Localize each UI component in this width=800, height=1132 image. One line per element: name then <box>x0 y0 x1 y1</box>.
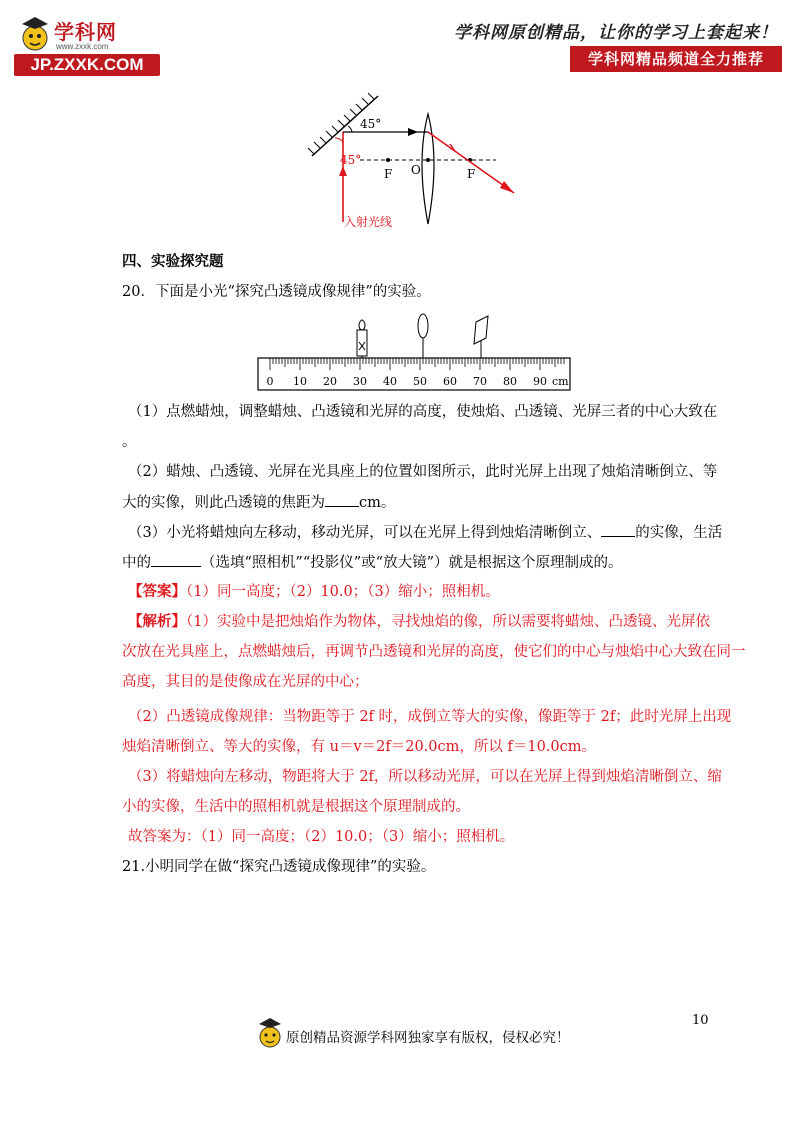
light-screen <box>474 316 488 358</box>
header-slogan: 学科网原创精品，让你的学习上套起来！ <box>454 23 778 43</box>
analysis-tag: 【解析】 <box>128 614 186 630</box>
analysis-line-7: 小的实像，生活中的照相机就是根据这个原理制成的。 <box>122 799 470 815</box>
question-21-stem: 21.小明同学在做“探究凸透镜成像现律”的实验。 <box>122 859 436 875</box>
footer-copyright: 原创精品资源学科网独家享有版权，侵权必究！ <box>286 1030 570 1046</box>
section-title: 四、实验探究题 <box>122 254 224 270</box>
page-number: 10 <box>692 1013 709 1028</box>
analysis-line-4: （2）凸透镜成像规律：当物距等于 2f 时，成倒立等大的实像，像距等于 2f；此时光屏上出现 <box>128 709 732 725</box>
answer-line <box>128 582 500 602</box>
answer-blank-device[interactable] <box>151 552 201 567</box>
channel-banner[interactable]: 学科网精品频道全力推荐 <box>570 46 782 72</box>
reflection-lens-diagram <box>300 90 530 230</box>
refracted-ray <box>428 132 514 193</box>
analysis-text-1: （1）实验中是把烛焰作为物体，寻找烛焰的像，所以需要将蜡烛、凸透镜、光屏依 <box>186 614 710 630</box>
angle-label-top: 45° <box>360 117 382 131</box>
ruler-tick-label: 60 <box>443 375 457 388</box>
answer-blank-focal-length[interactable] <box>325 492 359 507</box>
candle-icon <box>357 320 367 358</box>
mascot-icon <box>18 14 52 52</box>
optical-center-label: O <box>411 163 421 177</box>
analysis-line-5: 烛焰清晰倒立、等大的实像，有 u＝v＝2f＝20.0cm，所以 f＝10.0cm。 <box>122 739 597 755</box>
lens-on-bench <box>418 314 428 358</box>
q20-part2-text-a: 大的实像，则此凸透镜的焦距为 <box>122 495 325 511</box>
final-answer-line: 故答案为：（1）同一高度；（2）10.0；（3）缩小；照相机。 <box>128 829 515 845</box>
incident-ray-label: 入射光线 <box>344 215 393 229</box>
ruler-tick-label: 50 <box>413 375 427 388</box>
ruler-tick-label: 90 <box>533 375 547 388</box>
question-20-stem: 20．下面是小光“探究凸透镜成像规律”的实验。 <box>122 284 431 300</box>
q20-part3-text-a: （3）小光将蜡烛向左移动，移动光屏，可以在光屏上得到烛焰清晰倒立、 <box>128 525 602 541</box>
focus-right-label: F <box>467 167 476 181</box>
logo-text: 学科网 <box>54 20 117 44</box>
q20-part1-line2: 。 <box>122 434 137 450</box>
q20-part2-line1: （2）蜡烛、凸透镜、光屏在光具座上的位置如图所示，此时光屏上出现了烛焰清晰倒立、等 <box>128 464 718 480</box>
analysis-line-1 <box>128 612 710 632</box>
answer-tag: 【答案】 <box>128 584 186 600</box>
logo-subtext: www.zxxk.com <box>56 42 109 51</box>
analysis-line-3: 高度，其目的是使像成在光屏的中心； <box>122 674 369 690</box>
ruler-tick-label: 80 <box>503 375 517 388</box>
focus-left-label: F <box>384 167 393 181</box>
ruler-tick-label: 40 <box>383 375 397 388</box>
answer-text: （1）同一高度；（2）10.0；（3）缩小；照相机。 <box>186 584 500 600</box>
q20-part3-text-b: 的实像，生活 <box>635 525 723 541</box>
q20-part2-line2 <box>122 492 395 513</box>
q20-part3-line1 <box>128 522 722 543</box>
q20-part1-line1: （1）点燃蜡烛，调整蜡烛、凸透镜和光屏的高度，使烛焰、凸透镜、光屏三者的中心大致在 <box>128 404 718 420</box>
footer-mascot-icon <box>256 1016 284 1050</box>
q20-part3-line2 <box>122 552 622 573</box>
analysis-line-6: （3）将蜡烛向左移动，物距将大于 2f，所以移动光屏，可以在光屏上得到烛焰清晰倒立、缩 <box>128 769 722 785</box>
analysis-line-2: 次放在光具座上，点燃蜡烛后，再调节凸透镜和光屏的高度，使它们的中心与烛焰中心大致在同一 <box>122 644 746 660</box>
ruler-tick-label: 20 <box>323 375 337 388</box>
answer-blank-image-type[interactable] <box>601 522 635 537</box>
site-logo[interactable] <box>14 14 164 76</box>
optical-bench-diagram <box>250 312 580 394</box>
ruler-tick-label: 30 <box>353 375 367 388</box>
q20-part3-text-c: 中的 <box>122 555 151 571</box>
angle-label-left: 45° <box>340 153 362 167</box>
ruler-unit-label: cm <box>552 375 569 388</box>
ruler-tick-label: 10 <box>293 375 307 388</box>
convex-lens <box>422 114 434 224</box>
logo-url: JP.ZXXK.COM <box>14 54 160 76</box>
ruler-tick-label: 70 <box>473 375 487 388</box>
q20-part3-text-d: （选填“照相机”“投影仪”或“放大镜”）就是根据这个原理制成的。 <box>201 555 623 571</box>
q20-part2-text-b: cm。 <box>359 495 396 511</box>
ruler-tick-label: 0 <box>266 375 274 388</box>
